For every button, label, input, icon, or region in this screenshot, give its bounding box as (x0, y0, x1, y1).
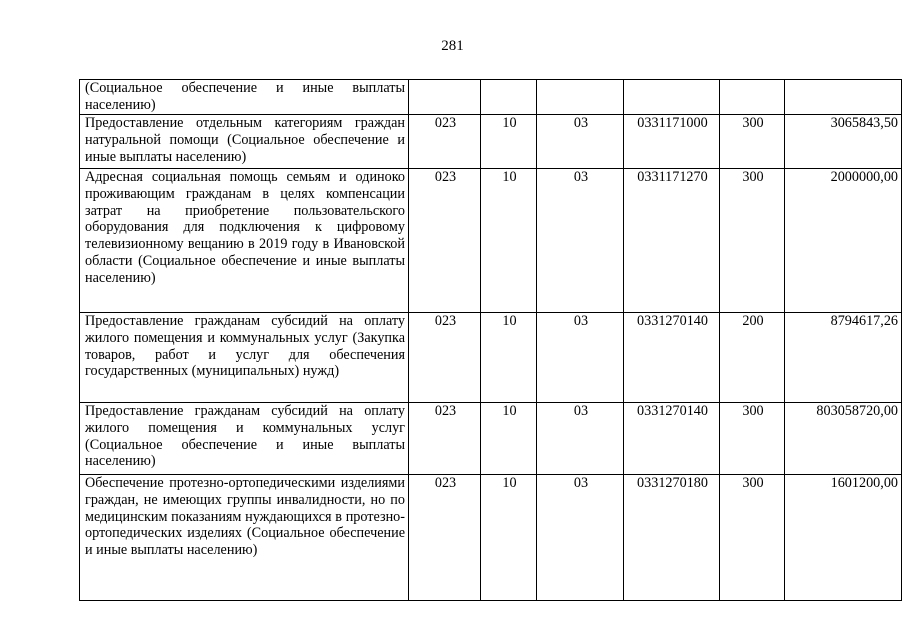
amount: 3065843,50 (785, 115, 902, 169)
row-description: Предоставление гражданам субсидий на оплату жилого помещения и коммунальных услуг (Закупка товаров, работ и услуг для обеспечения государственных (муниципальных) нужд) (80, 313, 409, 403)
subsection-code: 03 (537, 115, 624, 169)
ministry-code (409, 80, 481, 115)
page-number: 281 (441, 38, 464, 54)
row-description: (Социальное обеспечение и иные выплаты населению) (80, 80, 409, 115)
expense-kind-code: 300 (720, 169, 785, 313)
table-row (80, 313, 902, 403)
target-code (624, 80, 720, 115)
amount: 8794617,26 (785, 313, 902, 403)
subsection-code (537, 80, 624, 115)
table-row (80, 169, 902, 313)
target-code: 0331171270 (624, 169, 720, 313)
row-description: Обеспечение протезно-ортопедическими изделиями граждан, не имеющих группы инвалидности, но по медицинским показаниям нуждающихся в протезно-ортопедических изделиях (Социальное обеспечение и иные выплаты населению) (80, 475, 409, 601)
ministry-code: 023 (409, 169, 481, 313)
table-row (80, 403, 902, 475)
subsection-code: 03 (537, 313, 624, 403)
section-code (481, 80, 537, 115)
table-row (80, 80, 902, 115)
subsection-code: 03 (537, 403, 624, 475)
amount: 803058720,00 (785, 403, 902, 475)
target-code: 0331270140 (624, 313, 720, 403)
expense-kind-code (720, 80, 785, 115)
amount (785, 80, 902, 115)
section-code: 10 (481, 115, 537, 169)
target-code: 0331171000 (624, 115, 720, 169)
target-code: 0331270180 (624, 475, 720, 601)
amount: 2000000,00 (785, 169, 902, 313)
section-code: 10 (481, 475, 537, 601)
target-code: 0331270140 (624, 403, 720, 475)
row-description: Предоставление отдельным категориям граждан натуральной помощи (Социальное обеспечение и иные выплаты населению) (80, 115, 409, 169)
section-code: 10 (481, 169, 537, 313)
amount: 1601200,00 (785, 475, 902, 601)
expense-kind-code: 300 (720, 475, 785, 601)
table-row (80, 475, 902, 601)
expense-kind-code: 300 (720, 115, 785, 169)
subsection-code: 03 (537, 475, 624, 601)
section-code: 10 (481, 403, 537, 475)
expense-kind-code: 200 (720, 313, 785, 403)
expense-kind-code: 300 (720, 403, 785, 475)
table-row (80, 115, 902, 169)
ministry-code: 023 (409, 115, 481, 169)
row-description: Предоставление гражданам субсидий на оплату жилого помещения и коммунальных услуг (Социальное обеспечение и иные выплаты населению) (80, 403, 409, 475)
section-code: 10 (481, 313, 537, 403)
subsection-code: 03 (537, 169, 624, 313)
ministry-code: 023 (409, 403, 481, 475)
ministry-code: 023 (409, 313, 481, 403)
budget-table (79, 79, 902, 601)
row-description: Адресная социальная помощь семьям и одиноко проживающим гражданам в целях компенсации затрат на приобретение пользовательского оборудования для подключения к цифровому телевизионному вещанию в 2019 году в Ивановской области (Социальное обеспечение и иные выплаты населению) (80, 169, 409, 313)
ministry-code: 023 (409, 475, 481, 601)
